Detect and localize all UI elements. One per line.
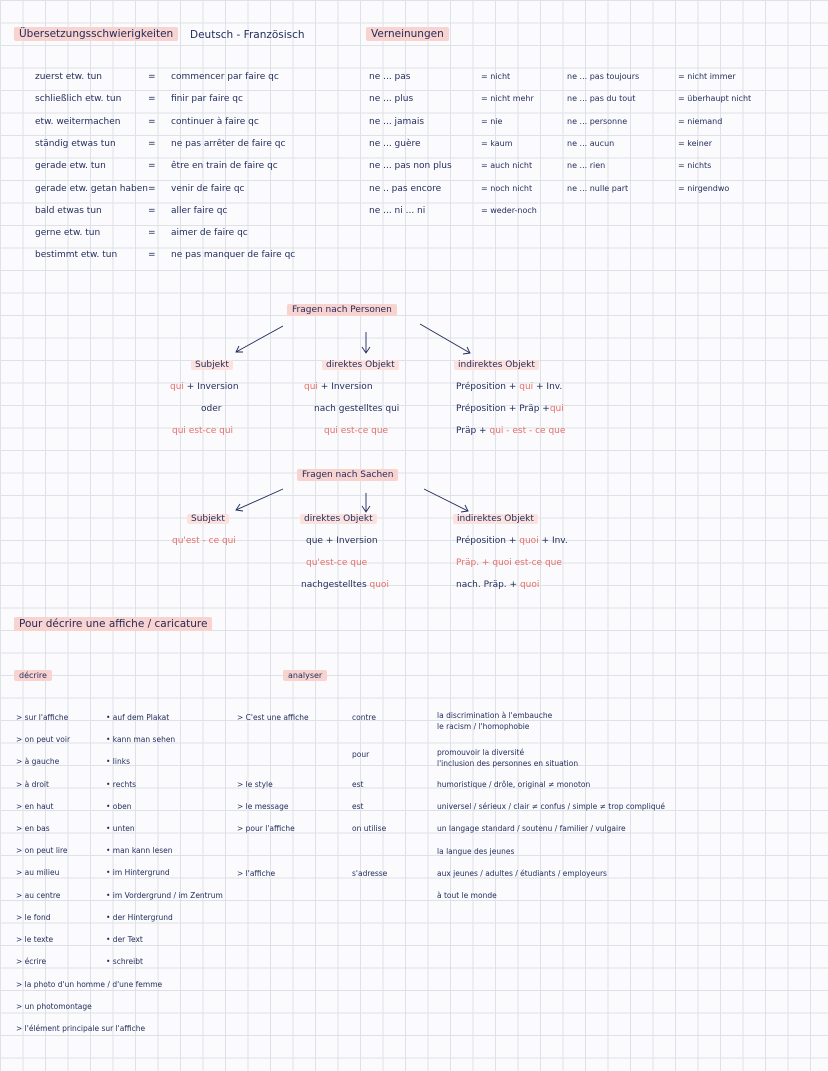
translation-de: bald etwas tun xyxy=(35,205,102,216)
analyser-subject: > pour l'affiche xyxy=(237,824,295,833)
decrire-de: • der Hintergrund xyxy=(106,912,173,922)
arrow-things-indirect xyxy=(424,489,468,511)
persons-direct-line2: nach gestelltes qui xyxy=(314,404,400,414)
decrire-de: • rechts xyxy=(106,779,137,789)
negation-de: = nicht xyxy=(481,72,511,81)
title-negations: Verneinungen xyxy=(366,27,449,41)
equals-sign: = xyxy=(148,250,156,261)
analyser-verb: pour xyxy=(352,750,370,759)
decrire-fr: > en bas xyxy=(16,824,50,833)
decrire-fr: > on peut voir xyxy=(16,735,71,745)
equals-sign: = xyxy=(148,116,156,127)
negation-fr: ne ... aucun xyxy=(567,138,615,148)
things-direct-line3: nachgestelltes quoi xyxy=(301,580,389,590)
negation-fr: ne ... pas toujours xyxy=(567,72,640,81)
translation-de: bestimmt etw. tun xyxy=(35,250,118,261)
title-sub: Deutsch - Französisch xyxy=(190,29,305,41)
decrire-fr: > le fond xyxy=(16,912,51,922)
analyser-complement: un langage standard / soutenu / familier / vulgaire xyxy=(437,824,626,833)
negation-de: = nichts xyxy=(678,161,712,171)
negation-fr: ne ... nulle part xyxy=(567,183,629,193)
decrire-de: • schreibt xyxy=(106,957,143,967)
negation-de: = nicht mehr xyxy=(481,94,534,104)
translation-de: gerade etw. getan haben xyxy=(35,183,148,194)
decrire-fr: > à droit xyxy=(16,779,49,789)
decrire-de: • oben xyxy=(106,801,132,811)
negation-de: = überhaupt nicht xyxy=(678,94,752,104)
decrire-fr: > écrire xyxy=(16,957,47,967)
decrire-fr: > sur l'affiche xyxy=(16,713,69,722)
analyser-verb: est xyxy=(352,802,364,811)
negation-fr: ne ... pas non plus xyxy=(369,161,452,172)
translation-fr: commencer par faire qc xyxy=(171,72,279,82)
things-indirect-line2: Präp. + quoi est-ce que xyxy=(456,558,562,568)
analyser-verb: contre xyxy=(352,713,376,722)
decrire-extra-item: > l'élément principale sur l'affiche xyxy=(16,1024,146,1034)
translation-de: ständig etwas tun xyxy=(35,138,116,149)
analyser-complement: la langue des jeunes xyxy=(437,847,515,856)
analyser-subject: > le message xyxy=(237,802,289,811)
negation-de: = noch nicht xyxy=(481,183,533,193)
negation-fr: ne ... plus xyxy=(369,94,414,105)
analyser-complement: promouvoir la diversité xyxy=(437,748,525,757)
translation-fr: aller faire qc xyxy=(171,205,228,216)
decrire-extra-item: > la photo d'un homme / d'une femme xyxy=(16,980,163,989)
negation-fr: ne ... personne xyxy=(567,116,628,126)
analyser-verb: s'adresse xyxy=(352,869,388,878)
things-indirect-line3: nach. Präp. + quoi xyxy=(456,580,540,590)
negation-fr: ne ... guère xyxy=(369,138,421,149)
negation-de: = weder-noch xyxy=(481,205,537,215)
negation-fr: ne ... ni ... ni xyxy=(369,205,426,216)
translation-de: etw. weitermachen xyxy=(35,116,121,127)
decrire-de: • kann man sehen xyxy=(106,735,176,745)
translation-fr: finir par faire qc xyxy=(171,94,243,105)
decrire-extra-item: > un photomontage xyxy=(16,1002,92,1012)
decrire-fr: > en haut xyxy=(16,801,54,811)
decrire-de: • im Hintergrund xyxy=(106,868,170,878)
persons-direct-line1: qui + Inversion xyxy=(304,382,373,392)
negation-fr: ne ... pas xyxy=(369,72,411,82)
persons-indirect-line1: Préposition + qui + Inv. xyxy=(456,382,563,392)
analyser-complement: à tout le monde xyxy=(437,891,497,900)
equals-sign: = xyxy=(148,72,156,82)
translation-fr: venir de faire qc xyxy=(171,183,245,194)
equals-sign: = xyxy=(148,94,156,105)
equals-sign: = xyxy=(148,205,156,216)
translation-fr: aimer de faire qc xyxy=(171,228,248,239)
translation-de: zuerst etw. tun xyxy=(35,72,103,82)
persons-subject-line3: qui est-ce qui xyxy=(172,426,234,436)
equals-sign: = xyxy=(148,161,156,172)
translation-fr: ne pas arrêter de faire qc xyxy=(171,138,286,149)
things-indirect-line1: Préposition + quoi + Inv. xyxy=(456,536,568,546)
things-subject-heading: Subjekt xyxy=(187,514,229,524)
analyser-verb: est xyxy=(352,780,364,789)
arrow-persons-subject xyxy=(236,326,283,352)
translation-de: gerne etw. tun xyxy=(35,228,101,239)
analyser-verb: on utilise xyxy=(352,824,387,833)
things-title: Fragen nach Sachen xyxy=(297,469,398,481)
negation-de: = nicht immer xyxy=(678,72,736,81)
translation-fr: ne pas manquer de faire qc xyxy=(171,250,296,261)
negation-de: = kaum xyxy=(481,138,513,148)
translation-fr: être en train de faire qc xyxy=(171,161,278,172)
persons-indirect-line3: Präp + qui - est - ce que xyxy=(456,426,566,436)
decrire-label: décrire xyxy=(14,670,52,681)
decrire-fr: > à gauche xyxy=(16,757,60,767)
things-subject-line1: qu'est - ce qui xyxy=(172,536,236,546)
analyser-subject: > le style xyxy=(237,780,273,789)
decrire-de: • unten xyxy=(106,824,135,833)
decrire-de: • man kann lesen xyxy=(106,846,173,856)
negation-fr: ne .. pas encore xyxy=(369,183,442,194)
decrire-fr: > au milieu xyxy=(16,868,60,878)
translation-de: schließlich etw. tun xyxy=(35,94,122,105)
equals-sign: = xyxy=(148,183,156,194)
negation-de: = nie xyxy=(481,116,503,126)
negation-de: = nirgendwo xyxy=(678,183,730,193)
decrire-de: • auf dem Plakat xyxy=(106,713,170,722)
persons-subject-line2: oder xyxy=(201,404,222,414)
persons-indirect-line2: Préposition + Präp +qui xyxy=(456,404,564,414)
persons-subject-line1: qui + Inversion xyxy=(170,382,239,392)
things-direct-line2: qu'est-ce que xyxy=(306,558,368,568)
things-direct-heading: direktes Objekt xyxy=(300,514,377,524)
analyser-complement-line2: l'inclusion des personnes en situation xyxy=(437,759,579,768)
decrire-fr: > au centre xyxy=(16,890,61,900)
decrire-de: • im Vordergrund / im Zentrum xyxy=(106,890,223,900)
negation-fr: ne ... rien xyxy=(567,161,606,171)
negation-de: = auch nicht xyxy=(481,161,533,171)
persons-direct-line3: qui est-ce que xyxy=(324,426,389,436)
poster-title: Pour décrire une affiche / caricature xyxy=(14,617,212,631)
analyser-complement: universel / sérieux / clair ≠ confus / simple ≠ trop compliqué xyxy=(437,802,665,811)
decrire-fr: > on peut lire xyxy=(16,846,68,856)
analyser-complement: la discrimination à l'embauche xyxy=(437,711,553,720)
persons-direct-heading: direktes Objekt xyxy=(322,360,399,370)
analyser-subject: > C'est une affiche xyxy=(237,713,309,722)
decrire-de: • links xyxy=(106,757,130,767)
analyser-complement: aux jeunes / adultes / étudiants / employeurs xyxy=(437,869,607,878)
decrire-de: • der Text xyxy=(106,935,143,944)
negation-fr: ne ... pas du tout xyxy=(567,94,636,104)
persons-indirect-heading: indirektes Objekt xyxy=(454,360,539,370)
decrire-fr: > le texte xyxy=(16,935,54,944)
arrow-things-subject xyxy=(236,489,283,510)
persons-title: Fragen nach Personen xyxy=(287,304,397,316)
negation-fr: ne ... jamais xyxy=(369,116,425,127)
analyser-complement: humoristique / drôle, original ≠ monoton xyxy=(437,780,591,789)
things-indirect-heading: indirektes Objekt xyxy=(453,514,538,524)
negation-de: = niemand xyxy=(678,116,723,126)
negation-de: = keiner xyxy=(678,138,713,148)
analyser-label: analyser xyxy=(283,670,327,681)
persons-subject-heading: Subjekt xyxy=(191,360,233,370)
equals-sign: = xyxy=(148,138,156,149)
analyser-complement-line2: le racism / l'homophobie xyxy=(437,722,530,731)
translation-fr: continuer à faire qc xyxy=(171,116,259,127)
translation-de: gerade etw. tun xyxy=(35,161,106,172)
equals-sign: = xyxy=(148,228,156,239)
analyser-subject: > l'affiche xyxy=(237,869,276,878)
things-direct-line1: que + Inversion xyxy=(306,536,378,546)
title-left: Übersetzungsschwierigkeiten xyxy=(14,27,178,41)
arrow-persons-indirect xyxy=(420,324,470,353)
